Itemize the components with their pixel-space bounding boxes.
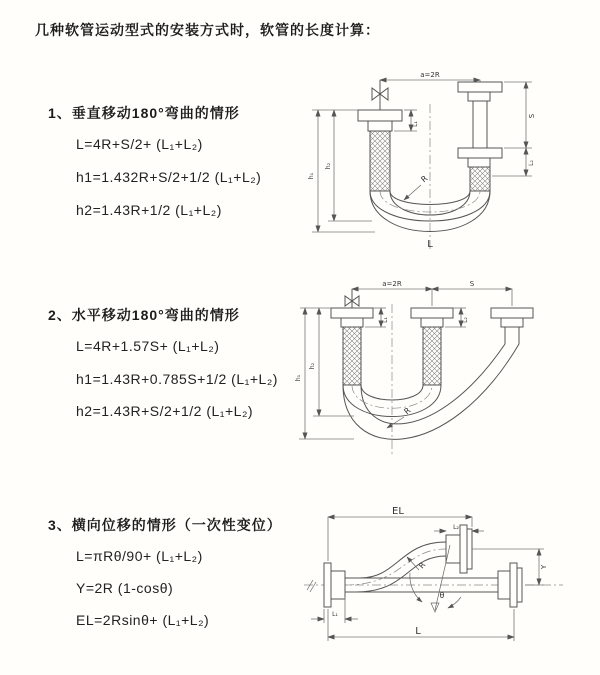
valve-icon bbox=[372, 80, 388, 110]
braided-hose-section bbox=[423, 327, 441, 385]
svg-text:S: S bbox=[528, 113, 536, 119]
section-3-formula-Y: Y=2R (1-cosθ) bbox=[76, 580, 174, 596]
dimension-l1 bbox=[311, 597, 358, 623]
dimension-l2 bbox=[434, 524, 484, 531]
section-3-formula-EL: EL=2Rsinθ+ (L₁+L₂) bbox=[76, 612, 210, 628]
dimension-l bbox=[328, 609, 514, 641]
svg-text:h₁: h₁ bbox=[308, 172, 315, 180]
diagram-lateral-displacement bbox=[298, 505, 573, 655]
svg-text:h₂: h₂ bbox=[309, 362, 316, 370]
diagram-horizontal-180 bbox=[292, 276, 567, 466]
braided-hose-section bbox=[370, 131, 390, 191]
section-2-heading: 2、水平移动180°弯曲的情形 bbox=[48, 307, 240, 323]
right-flange-positions bbox=[458, 82, 502, 191]
svg-text:S: S bbox=[469, 280, 475, 288]
dimension-s bbox=[432, 280, 512, 306]
section-1-formula-h1: h1=1.432R+S/2+1/2 (L₁+L₂) bbox=[76, 169, 262, 185]
section-2-formula-h2: h2=1.43R+S/2+1/2 (L₁+L₂) bbox=[76, 403, 254, 419]
dimension-h1 bbox=[308, 110, 375, 232]
svg-text:L₂: L₂ bbox=[453, 524, 459, 531]
dimension-s bbox=[504, 82, 536, 148]
svg-text:R: R bbox=[402, 405, 413, 417]
svg-text:a=2R: a=2R bbox=[382, 280, 402, 288]
section-1-formula-L: L=4R+S/2+ (L₁+L₂) bbox=[76, 136, 203, 152]
section-1-formula-h2: h2=1.43R+1/2 (L₁+L₂) bbox=[76, 202, 222, 218]
left-flange bbox=[331, 308, 373, 385]
braided-hose-section bbox=[343, 327, 361, 385]
svg-text:L: L bbox=[415, 626, 421, 637]
page-title: 几种软管运动型式的安装方式时，软管的长度计算： bbox=[35, 22, 380, 38]
dimension-h2 bbox=[312, 110, 372, 221]
svg-text:R: R bbox=[416, 560, 428, 571]
radius-callout bbox=[404, 174, 430, 200]
section-2-formula-h1: h1=1.43R+0.785S+1/2 (L₁+L₂) bbox=[76, 371, 278, 387]
svg-text:L₂: L₂ bbox=[528, 160, 535, 166]
svg-text:EL: EL bbox=[392, 506, 404, 517]
centerline-break-symbol bbox=[307, 580, 316, 592]
braided-hose-section bbox=[470, 167, 490, 191]
svg-text:L₂: L₂ bbox=[462, 317, 469, 323]
svg-text:L₁: L₁ bbox=[332, 611, 338, 618]
section-3-formula-L: L=πRθ/90+ (L₁+L₂) bbox=[76, 548, 203, 564]
svg-text:h₁: h₁ bbox=[295, 374, 302, 382]
svg-text:Y: Y bbox=[540, 564, 548, 570]
middle-flange bbox=[411, 308, 453, 385]
section-1-heading: 1、垂直移动180°弯曲的情形 bbox=[48, 105, 240, 121]
dimension-a2r bbox=[352, 280, 432, 289]
valve-icon bbox=[345, 289, 359, 308]
left-flange bbox=[324, 563, 345, 607]
section-2-formula-L: L=4R+1.57S+ (L₁+L₂) bbox=[76, 338, 220, 354]
svg-text:a=2R: a=2R bbox=[420, 71, 440, 79]
right-flange-moved-position bbox=[491, 308, 533, 344]
left-flange bbox=[358, 110, 402, 191]
svg-text:L₁: L₁ bbox=[382, 317, 389, 323]
section-3-heading: 3、横向位移的情形（一次性变位） bbox=[48, 517, 282, 533]
svg-text:θ: θ bbox=[439, 591, 445, 600]
length-label: L bbox=[427, 239, 433, 250]
svg-text:R: R bbox=[419, 173, 430, 185]
svg-text:h₂: h₂ bbox=[325, 162, 332, 170]
diagram-vertical-180 bbox=[300, 66, 565, 261]
radius-callout bbox=[407, 557, 428, 570]
svg-text:L₁: L₁ bbox=[412, 121, 419, 127]
